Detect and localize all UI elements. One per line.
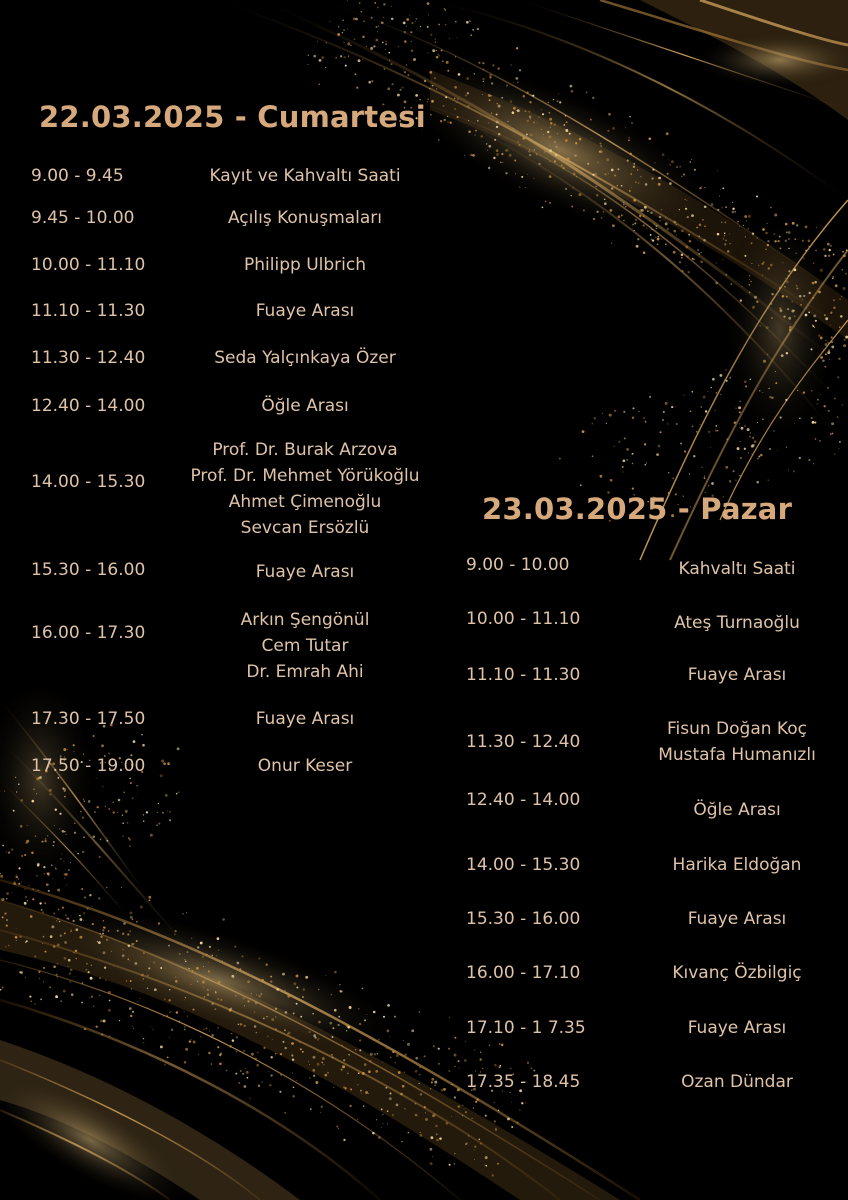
- session-title: [688, 906, 787, 932]
- session-time: 10.00 - 11.10: [466, 609, 581, 629]
- session-title: [693, 797, 780, 823]
- session-title-line: Fuaye Arası: [687, 665, 787, 685]
- session-title: [228, 205, 382, 231]
- session-title: [256, 298, 355, 324]
- session-time: 9.00 - 10.00: [466, 555, 570, 575]
- session-title-line: Prof. Dr. Mehmet Yörükoğlu: [190, 466, 420, 486]
- session-title-line: Sevcan Ersözlü: [240, 518, 370, 538]
- session-title: [658, 716, 816, 768]
- session-title-line: Fuaye Arası: [255, 562, 355, 582]
- session-title-line: Ateş Turnaoğlu: [674, 613, 800, 633]
- session-title: [674, 610, 800, 636]
- session-title-line: Kıvanç Özbilgiç: [672, 963, 802, 983]
- session-time: 17.10 - 1 7.35: [466, 1018, 586, 1038]
- session-time: 11.30 - 12.40: [466, 732, 581, 752]
- session-title-line: Onur Keser: [257, 756, 353, 776]
- session-time: 16.00 - 17.10: [466, 963, 581, 983]
- session-title-line: Fisun Doğan Koç: [666, 719, 807, 739]
- session-title: [678, 556, 795, 582]
- session-title-line: Ahmet Çimenoğlu: [228, 492, 382, 512]
- session-title: [241, 607, 370, 685]
- session-title-line: Öğle Arası: [261, 396, 349, 416]
- session-title: [672, 960, 801, 986]
- session-title-line: Ozan Dündar: [681, 1072, 793, 1092]
- session-time: 11.30 - 12.40: [31, 348, 146, 368]
- session-time: 15.30 - 16.00: [466, 909, 581, 929]
- session-title-line: Philipp Ulbrich: [244, 255, 366, 275]
- session-title: [214, 345, 396, 371]
- session-time: 14.00 - 15.30: [31, 472, 146, 492]
- session-time: 14.00 - 15.30: [466, 855, 581, 875]
- session-title-line: Fuaye Arası: [687, 909, 787, 929]
- session-title-line: Harika Eldoğan: [672, 855, 802, 875]
- session-title-line: Fuaye Arası: [687, 1018, 787, 1038]
- session-title-line: Kayıt ve Kahvaltı Saati: [209, 166, 401, 186]
- session-title: [190, 437, 419, 541]
- session-time: 17.30 - 17.50: [31, 709, 146, 729]
- session-time: 15.30 - 16.00: [31, 560, 146, 580]
- session-title: [681, 1069, 793, 1095]
- session-title-line: Dr. Emrah Ahi: [246, 662, 364, 682]
- session-title: [261, 393, 348, 419]
- session-title: [244, 252, 366, 278]
- session-time: 9.45 - 10.00: [31, 208, 135, 228]
- session-title-line: Fuaye Arası: [255, 709, 355, 729]
- session-time: 10.00 - 11.10: [31, 255, 146, 275]
- session-title-line: Mustafa Humanızlı: [658, 745, 816, 765]
- session-title-line: Kahvaltı Saati: [678, 559, 796, 579]
- session-time: 16.00 - 17.30: [31, 623, 146, 643]
- session-title: [209, 163, 400, 189]
- session-title-line: Açılış Konuşmaları: [227, 208, 383, 228]
- day-heading: 23.03.2025 - Pazar: [482, 492, 793, 526]
- session-title: [688, 662, 787, 688]
- session-title-line: Fuaye Arası: [255, 301, 355, 321]
- session-title: [256, 559, 355, 585]
- session-title: [688, 1015, 787, 1041]
- session-time: 11.10 - 11.30: [31, 301, 146, 321]
- session-time: 11.10 - 11.30: [466, 665, 581, 685]
- session-time: 17.35 - 18.45: [466, 1072, 581, 1092]
- session-time: 9.00 - 9.45: [31, 166, 124, 186]
- session-title-line: Öğle Arası: [693, 800, 781, 820]
- session-time: 17.50 - 19.00: [31, 756, 146, 776]
- session-title: [258, 753, 352, 779]
- session-title-line: Seda Yalçınkaya Özer: [214, 348, 396, 368]
- session-time: 12.40 - 14.00: [466, 790, 581, 810]
- session-title-line: Cem Tutar: [261, 636, 349, 656]
- session-title-line: Arkın Şengönül: [240, 610, 370, 630]
- session-time: 12.40 - 14.00: [31, 396, 146, 416]
- session-title: [256, 706, 355, 732]
- session-title: [673, 852, 802, 878]
- day-heading: 22.03.2025 - Cumartesi: [39, 100, 426, 134]
- session-title-line: Prof. Dr. Burak Arzova: [212, 440, 398, 460]
